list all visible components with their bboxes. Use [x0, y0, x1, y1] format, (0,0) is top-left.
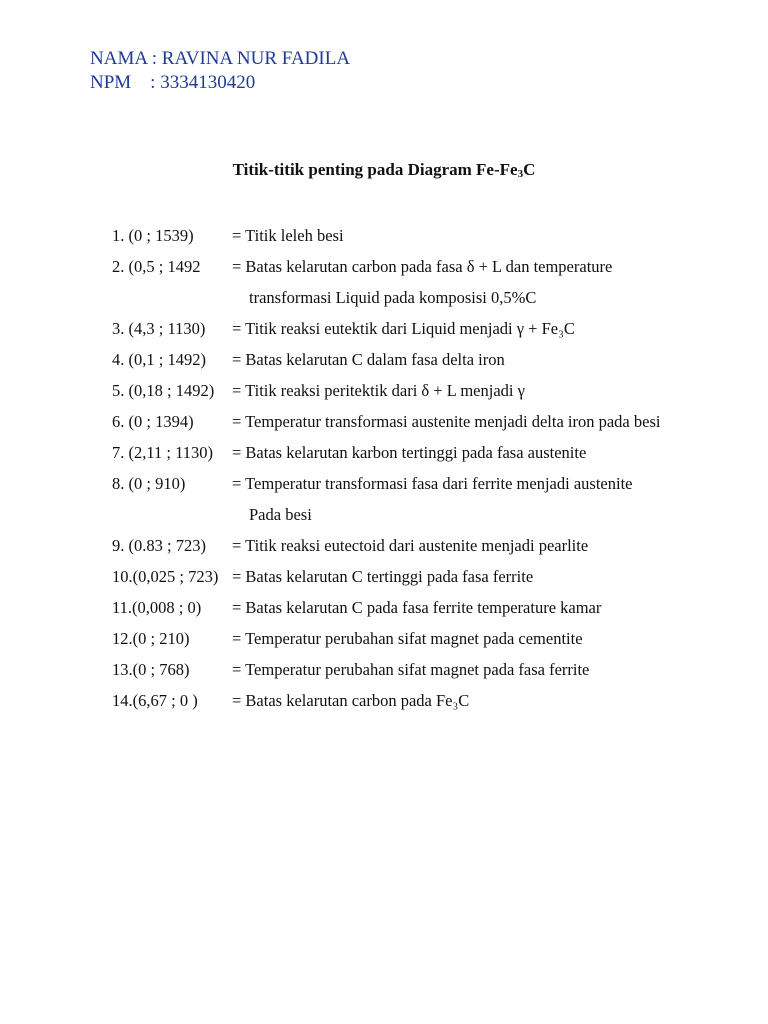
item-description: = Temperatur transformasi fasa dari ferrite menjadi austenite	[232, 474, 633, 493]
list-item	[112, 225, 752, 256]
student-name: NAMA : RAVINA NUR FADILA	[90, 48, 351, 69]
item-number: 3. (4,3 ; 1130)	[112, 319, 206, 338]
item-description: = Batas kelarutan carbon pada Fe₃C	[232, 691, 470, 710]
list-item	[112, 535, 752, 566]
item-number: 9. (0.83 ; 723)	[112, 536, 206, 555]
list-item	[112, 380, 752, 411]
item-description: = Titik leleh besi	[232, 226, 344, 245]
item-description: = Titik reaksi peritektik dari δ + L menjadi γ	[232, 381, 525, 400]
item-description-continued: Pada besi	[249, 505, 312, 524]
list-item	[112, 442, 752, 473]
item-description: = Temperatur perubahan sifat magnet pada cementite	[232, 629, 583, 648]
item-number: 12.(0 ; 210)	[112, 629, 190, 648]
points-list	[112, 225, 752, 721]
item-number: 8. (0 ; 910)	[112, 474, 186, 493]
title-subscript: 3	[517, 168, 524, 180]
item-number: 13.(0 ; 768)	[112, 660, 190, 679]
item-number: 11.(0,008 ; 0)	[112, 598, 202, 617]
item-number: 7. (2,11 ; 1130)	[112, 443, 213, 462]
title-main: Titik-titik penting pada Diagram Fe-Fe	[232, 160, 518, 179]
list-item-continuation	[112, 287, 752, 318]
list-item	[112, 473, 752, 504]
item-number: 1. (0 ; 1539)	[112, 226, 194, 245]
item-number: 14.(6,67 ; 0 )	[112, 691, 198, 710]
item-description: = Temperatur transformasi austenite menjadi delta iron pada besi	[232, 412, 661, 431]
item-description: = Titik reaksi eutektik dari Liquid menjadi γ + Fe₃C	[232, 319, 575, 338]
list-item	[112, 659, 752, 690]
list-item	[112, 597, 752, 628]
document-title	[0, 159, 768, 185]
list-item	[112, 690, 752, 721]
item-description: = Titik reaksi eutectoid dari austenite menjadi pearlite	[232, 536, 589, 555]
item-number: 2. (0,5 ; 1492	[112, 257, 201, 276]
list-item	[112, 628, 752, 659]
item-description-continued: transformasi Liquid pada komposisi 0,5%C	[249, 288, 537, 307]
list-item	[112, 566, 752, 597]
student-header	[90, 47, 350, 95]
list-item	[112, 349, 752, 380]
list-item	[112, 256, 752, 287]
item-description: = Batas kelarutan C tertinggi pada fasa ferrite	[232, 567, 534, 586]
item-number: 4. (0,1 ; 1492)	[112, 350, 206, 369]
item-description: = Batas kelarutan C dalam fasa delta iron	[232, 350, 505, 369]
item-description: = Batas kelarutan carbon pada fasa δ + L dan temperature	[232, 257, 613, 276]
title-tail: C	[523, 160, 536, 179]
list-item	[112, 318, 752, 349]
item-number: 10.(0,025 ; 723)	[112, 567, 219, 586]
item-description: = Temperatur perubahan sifat magnet pada fasa ferrite	[232, 660, 590, 679]
item-description: = Batas kelarutan karbon tertinggi pada fasa austenite	[232, 443, 587, 462]
list-item-continuation	[112, 504, 752, 535]
item-number: 6. (0 ; 1394)	[112, 412, 194, 431]
item-description: = Batas kelarutan C pada fasa ferrite temperature kamar	[232, 598, 602, 617]
list-item	[112, 411, 752, 442]
item-number: 5. (0,18 ; 1492)	[112, 381, 215, 400]
student-npm: NPM : 3334130420	[90, 72, 256, 93]
